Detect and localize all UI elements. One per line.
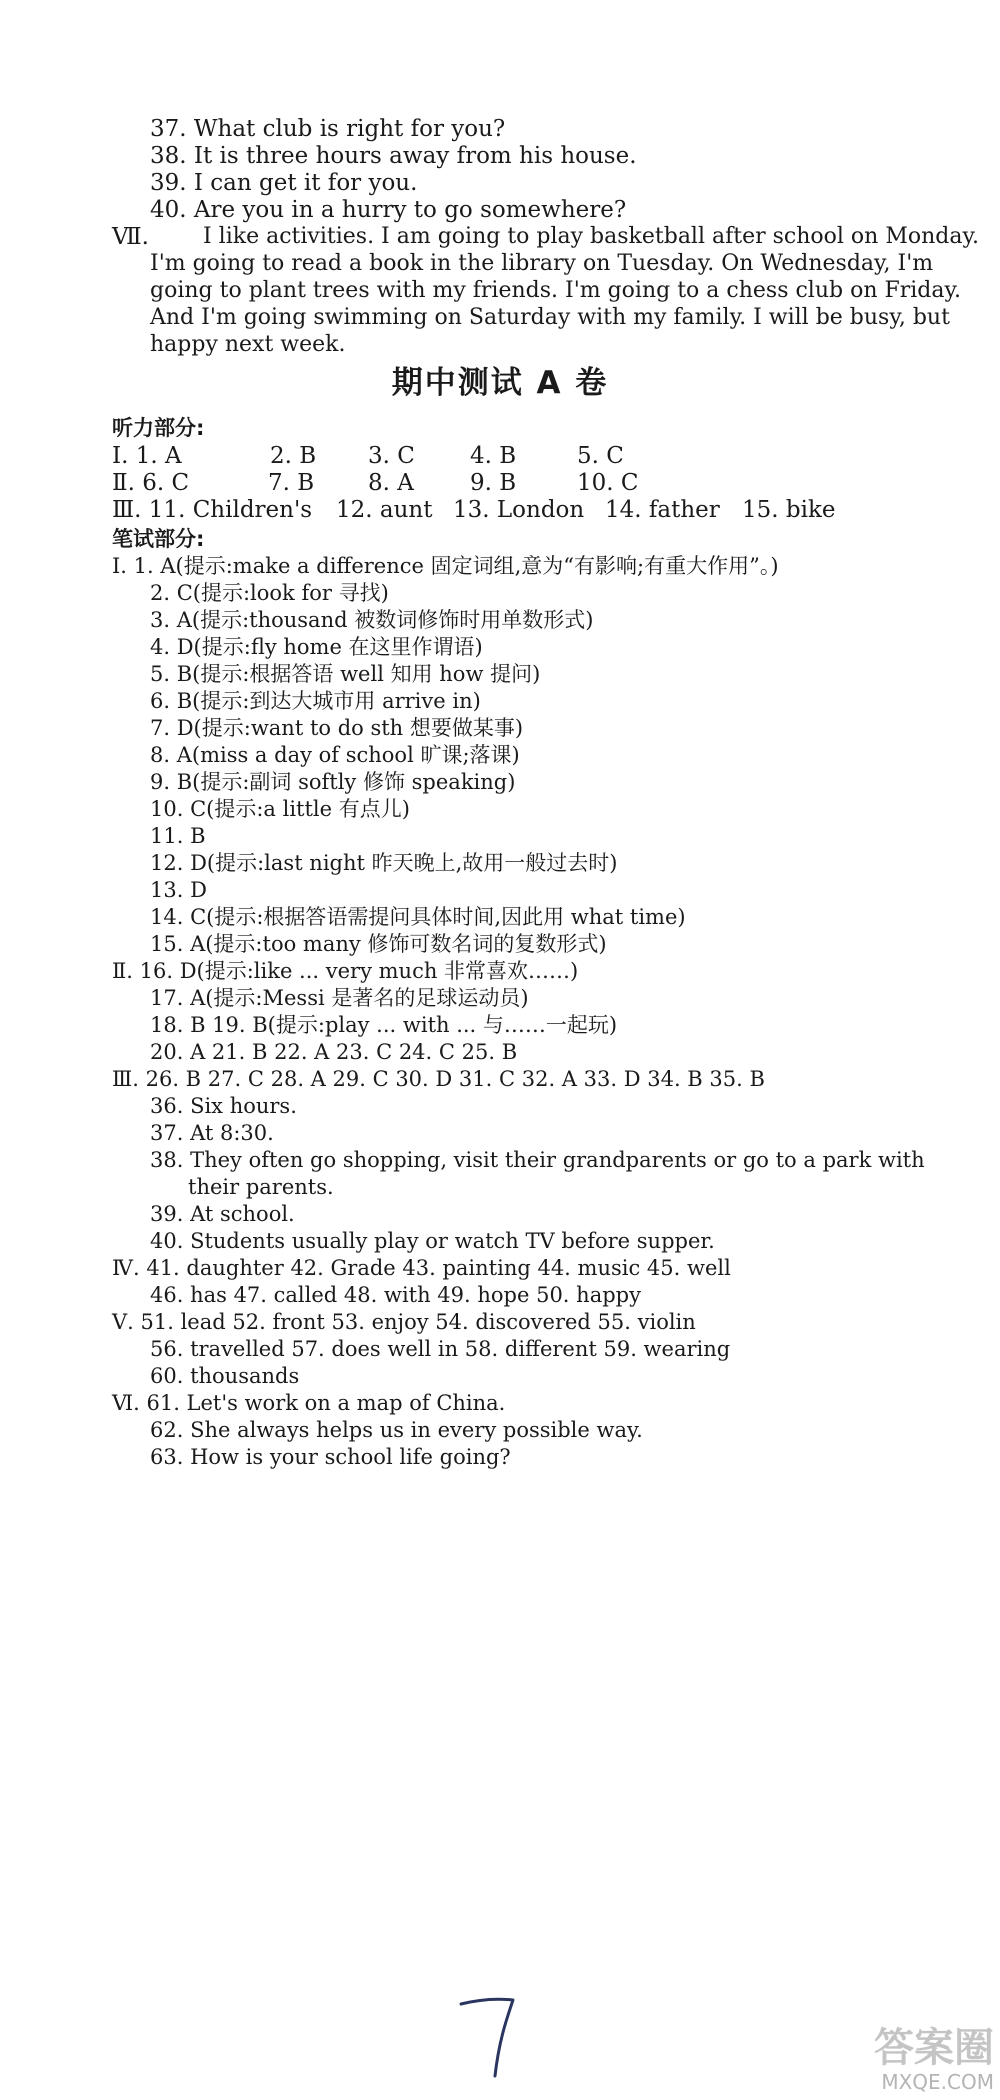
answer-line: 46. has 47. called 48. with 49. hope 50. happy <box>150 1283 641 1307</box>
answer-line: 9. B(提示:副词 softly 修饰 speaking) <box>150 770 516 794</box>
answer-line: Ⅲ. 26. B 27. C 28. A 29. C 30. D 31. C 32. A 33. D 34. B 35. B <box>112 1067 765 1091</box>
answer-line-40: 40. Are you in a hurry to go somewhere? <box>150 197 627 223</box>
written-section-title: 笔试部分: <box>112 527 205 551</box>
section-vii-mark: Ⅶ. <box>112 224 149 250</box>
answer-line: 2. C(提示:look for 寻找) <box>150 581 389 605</box>
page-title: 期中测试 A 卷 <box>391 365 609 401</box>
answer-line: Ⅵ. 61. Let's work on a map of China. <box>112 1391 506 1415</box>
answer-cell: 12. aunt <box>336 497 433 523</box>
paragraph-line: I like activities. I am going to play basketball after school on Monday. <box>203 224 979 249</box>
answer-line: Ⅰ. 1. A(提示:make a difference 固定词组,意为“有影响;有重大作用”。) <box>112 554 779 578</box>
watermark-logo: 答案圈 <box>874 2025 994 2071</box>
answer-line: Ⅱ. 16. D(提示:like ... very much 非常喜欢……) <box>112 959 579 983</box>
answer-line: 18. B 19. B(提示:play ... with ... 与……一起玩) <box>150 1013 618 1037</box>
watermark <box>874 2026 994 2094</box>
answer-line: 3. A(提示:thousand 被数词修饰时用单数形式) <box>150 608 594 632</box>
paragraph-line: And I'm going swimming on Saturday with my family. I will be busy, but <box>150 305 950 330</box>
answer-cell: 8. A <box>368 470 414 496</box>
answer-cell: 3. C <box>368 443 415 469</box>
answer-cell: Ⅱ. 6. C <box>112 470 190 496</box>
answer-cell: 4. B <box>470 443 517 469</box>
answer-line: 6. B(提示:到达大城市用 arrive in) <box>150 689 481 713</box>
answer-line: 62. She always helps us in every possible way. <box>150 1418 643 1442</box>
watermark-url: MXQE.COM <box>881 2070 994 2094</box>
answer-cell: Ⅰ. 1. A <box>112 443 182 469</box>
answer-line: 13. D <box>150 878 207 902</box>
answer-line: 15. A(提示:too many 修饰可数名词的复数形式) <box>150 932 607 956</box>
answer-cell: 2. B <box>270 443 317 469</box>
answer-cell: 7. B <box>268 470 315 496</box>
answer-line: 11. B <box>150 824 206 848</box>
answer-line: 40. Students usually play or watch TV before supper. <box>150 1229 715 1253</box>
handwritten-page-number <box>455 1990 525 2080</box>
answer-cell: Ⅲ. 11. Children's <box>112 497 313 523</box>
answer-line: 8. A(miss a day of school 旷课;落课) <box>150 743 520 767</box>
handwritten-seven-icon <box>455 1990 525 2080</box>
answer-line-39: 39. I can get it for you. <box>150 170 418 196</box>
answer-line: their parents. <box>188 1175 334 1199</box>
answer-line: 4. D(提示:fly home 在这里作谓语) <box>150 635 483 659</box>
answer-line: 39. At school. <box>150 1202 295 1226</box>
answer-line: 20. A 21. B 22. A 23. C 24. C 25. B <box>150 1040 518 1064</box>
answer-line: 36. Six hours. <box>150 1094 297 1118</box>
answer-line: Ⅴ. 51. lead 52. front 53. enjoy 54. discovered 55. violin <box>112 1310 696 1334</box>
answer-cell: 10. C <box>577 470 639 496</box>
answer-line: 10. C(提示:a little 有点儿) <box>150 797 410 821</box>
answer-line: 5. B(提示:根据答语 well 知用 how 提问) <box>150 662 541 686</box>
answer-line: 14. C(提示:根据答语需提问具体时间,因此用 what time) <box>150 905 686 929</box>
listening-section-title: 听力部分: <box>112 416 205 440</box>
answer-line: 60. thousands <box>150 1364 300 1388</box>
answer-line-37: 37. What club is right for you? <box>150 116 506 142</box>
answer-line: 17. A(提示:Messi 是著名的足球运动员) <box>150 986 529 1010</box>
paragraph-line: I'm going to read a book in the library on Tuesday. On Wednesday, I'm <box>150 251 934 276</box>
answer-line: 56. travelled 57. does well in 58. different 59. wearing <box>150 1337 731 1361</box>
answer-line-38: 38. It is three hours away from his house. <box>150 143 637 169</box>
answer-line: 38. They often go shopping, visit their grandparents or go to a park with <box>150 1148 925 1172</box>
answer-cell: 14. father <box>605 497 720 523</box>
paragraph-line: going to plant trees with my friends. I'm going to a chess club on Friday. <box>150 278 962 303</box>
answer-line: 37. At 8:30. <box>150 1121 274 1145</box>
paragraph-line: happy next week. <box>150 332 346 357</box>
answer-cell: 15. bike <box>742 497 836 523</box>
answer-line: 12. D(提示:last night 昨天晚上,故用一般过去时) <box>150 851 618 875</box>
answer-cell: 9. B <box>470 470 517 496</box>
answer-line: 63. How is your school life going? <box>150 1445 511 1469</box>
answer-line: Ⅳ. 41. daughter 42. Grade 43. painting 44. music 45. well <box>112 1256 731 1280</box>
answer-line: 7. D(提示:want to do sth 想要做某事) <box>150 716 524 740</box>
answer-cell: 13. London <box>453 497 585 523</box>
answer-cell: 5. C <box>577 443 624 469</box>
